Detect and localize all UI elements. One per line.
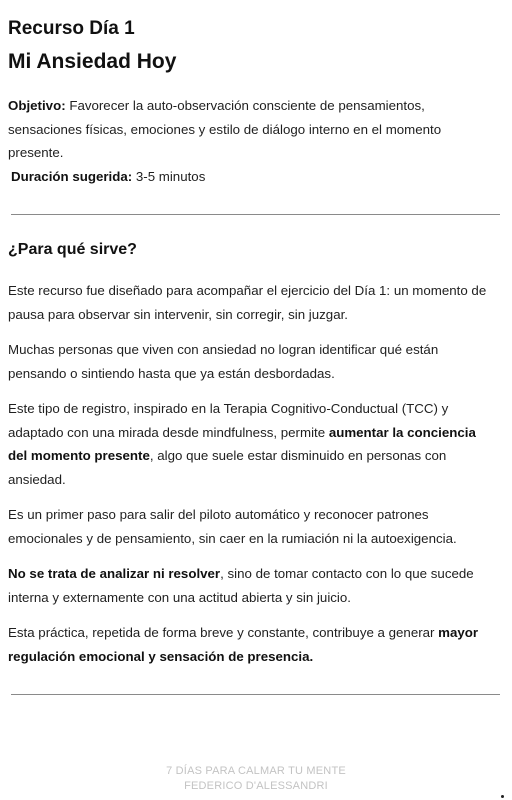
duration-text: 3-5 minutos bbox=[132, 168, 206, 184]
paragraph-6-bold: mayor regulación emocional y sensación de presencia. bbox=[8, 625, 479, 664]
objective-label: Objetivo: bbox=[8, 98, 66, 113]
paragraph-3 bbox=[8, 397, 498, 491]
section-title: ¿Para qué sirve? bbox=[8, 241, 137, 258]
paragraph-3-text-c: , algo que suele estar disminuido en personas con ansiedad. bbox=[8, 448, 447, 487]
paragraph-6 bbox=[8, 621, 498, 668]
footer-line-2: FEDERICO D'ALESSANDRI bbox=[184, 780, 328, 792]
footer bbox=[0, 764, 512, 794]
footer-line-1: 7 DÍAS PARA CALMAR TU MENTE bbox=[166, 765, 346, 777]
paragraph-2: Muchas personas que viven con ansiedad no logran identificar qué están pensando o sintiendo hasta que ya están desbordadas. bbox=[8, 342, 439, 381]
paragraph-5-text: , sino de tomar contacto con lo que sucede interna y externamente con una actitud abierta y sin juicio. bbox=[8, 566, 474, 605]
paragraph-3-text-a: Este tipo de registro, inspirado en la Terapia Cognitivo-Conductual (TCC) y adaptado con una mirada desde mindfulness, permite bbox=[8, 401, 449, 440]
divider-bottom bbox=[11, 694, 500, 695]
paragraph-6-text: Esta práctica, repetida de forma breve y constante, contribuye a generar bbox=[8, 625, 439, 640]
duration-line bbox=[8, 165, 496, 189]
divider-top bbox=[11, 214, 500, 215]
page-title: Mi Ansiedad Hoy bbox=[8, 50, 177, 73]
objective-text: Favorecer la auto-observación consciente de pensamientos, sensaciones físicas, emociones y estilo de diálogo interno en el momento presente. bbox=[8, 98, 442, 160]
paragraph-1: Este recurso fue diseñado para acompañar el ejercicio del Día 1: un momento de pausa para observar sin intervenir, sin corregir, sin juzgar. bbox=[8, 283, 487, 322]
paragraph-4: Es un primer paso para salir del piloto automático y reconocer patrones emocionales y de pensamiento, sin caer en la rumiación ni la autoexigencia. bbox=[8, 507, 457, 546]
paragraph-5 bbox=[8, 562, 498, 609]
paragraph-5-bold: No se trata de analizar ni resolver bbox=[8, 566, 221, 581]
duration-label: Duración sugerida: bbox=[11, 168, 133, 184]
objective-line bbox=[8, 98, 441, 160]
paragraph-3-bold: aumentar la conciencia del momento presente bbox=[8, 424, 476, 463]
resource-label: Recurso Día 1 bbox=[8, 18, 135, 39]
page-corner-dot bbox=[501, 795, 504, 798]
meta-block bbox=[8, 94, 496, 188]
